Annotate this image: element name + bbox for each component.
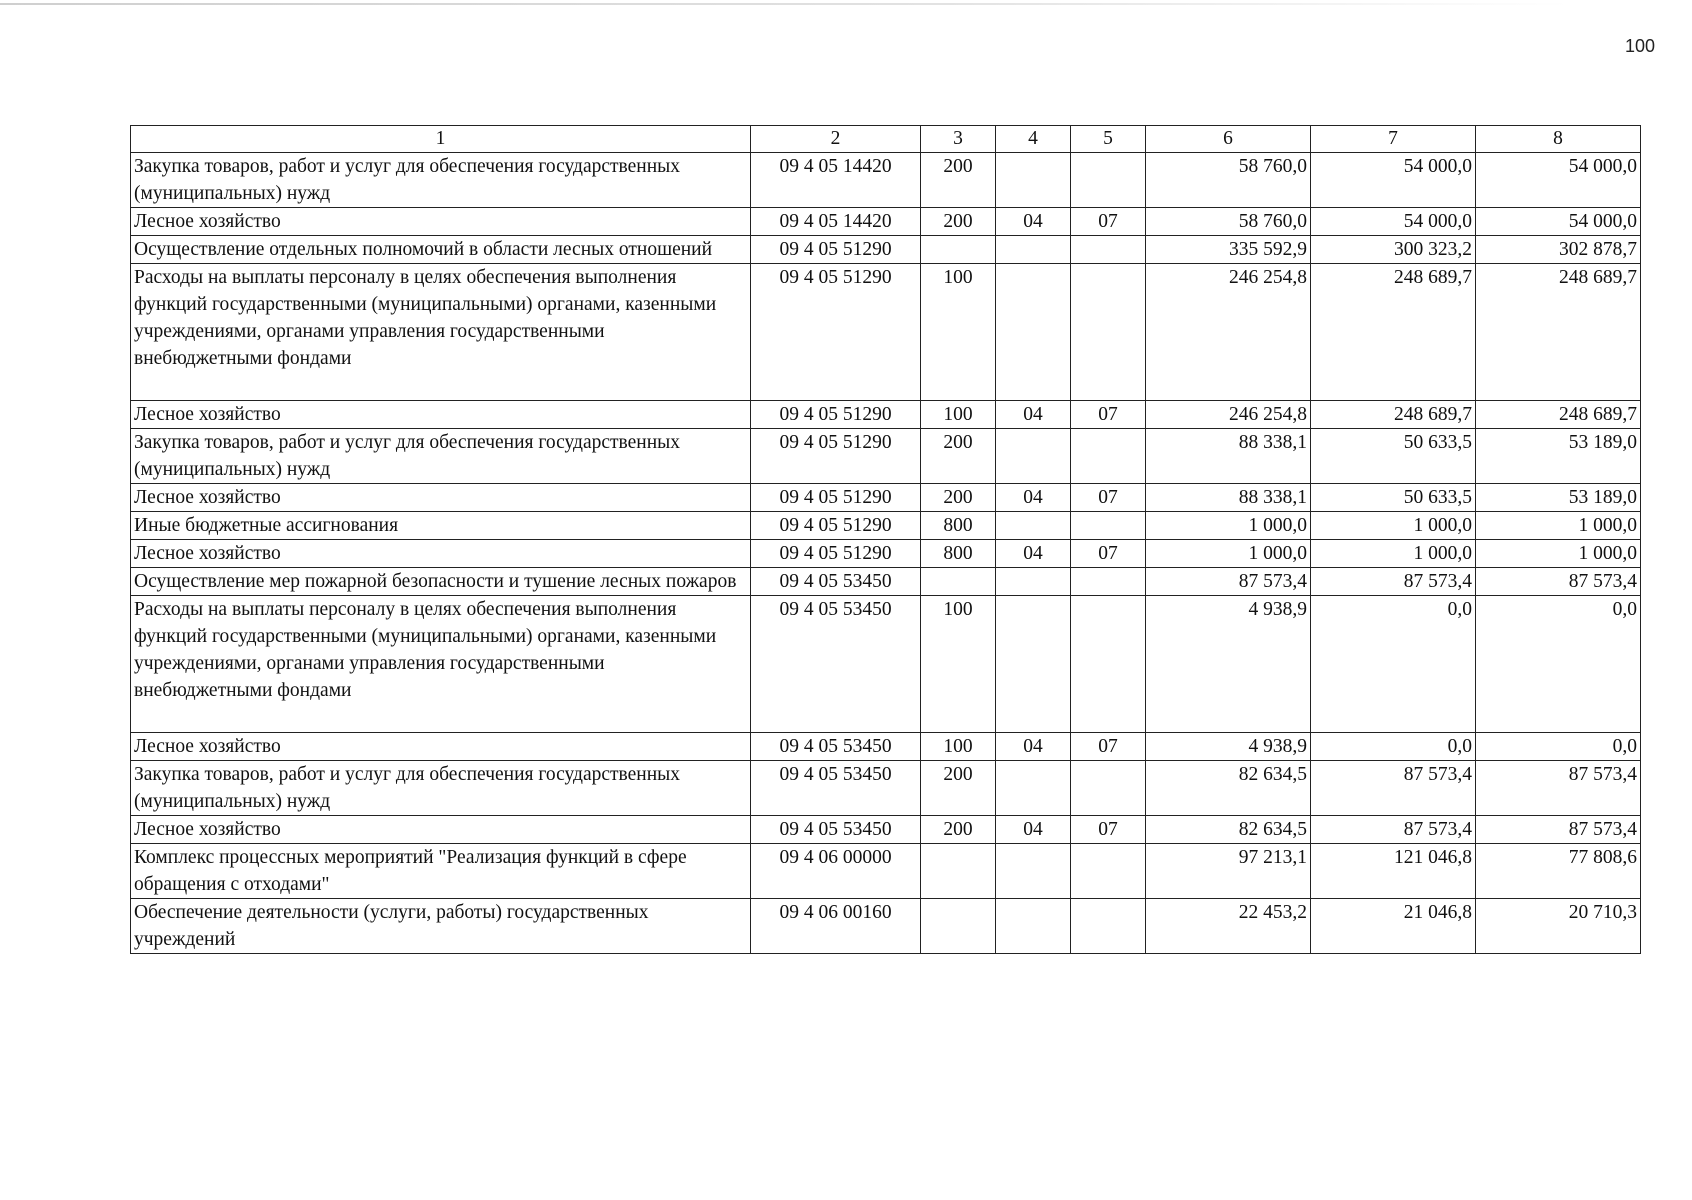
amount-col-6: 88 338,1 — [1146, 484, 1311, 512]
row-name: Закупка товаров, работ и услуг для обеспечения государственных (муниципальных) нужд — [131, 761, 751, 816]
amount-col-7: 0,0 — [1311, 733, 1476, 761]
table-row — [131, 899, 1641, 954]
subsection — [1071, 596, 1146, 733]
amount-col-6: 1 000,0 — [1146, 540, 1311, 568]
section — [996, 568, 1071, 596]
column-header: 5 — [1071, 126, 1146, 153]
amount-col-6: 4 938,9 — [1146, 733, 1311, 761]
row-name: Закупка товаров, работ и услуг для обеспечения государственных (муниципальных) нужд — [131, 153, 751, 208]
amount-col-8: 248 689,7 — [1476, 264, 1641, 401]
budget-table — [130, 125, 1641, 954]
section — [996, 264, 1071, 401]
section — [996, 761, 1071, 816]
target-code: 09 4 05 51290 — [751, 512, 921, 540]
amount-col-8: 1 000,0 — [1476, 512, 1641, 540]
expense-type — [921, 236, 996, 264]
amount-col-8: 53 189,0 — [1476, 429, 1641, 484]
column-header: 8 — [1476, 126, 1641, 153]
amount-col-8: 87 573,4 — [1476, 568, 1641, 596]
row-name: Обеспечение деятельности (услуги, работы) государственных учреждений — [131, 899, 751, 954]
amount-col-6: 246 254,8 — [1146, 264, 1311, 401]
table-row — [131, 208, 1641, 236]
amount-col-8: 0,0 — [1476, 596, 1641, 733]
subsection: 07 — [1071, 484, 1146, 512]
row-name: Лесное хозяйство — [131, 540, 751, 568]
target-code: 09 4 05 53450 — [751, 816, 921, 844]
expense-type — [921, 568, 996, 596]
subsection — [1071, 568, 1146, 596]
amount-col-7: 87 573,4 — [1311, 816, 1476, 844]
header-row — [131, 126, 1641, 153]
row-name: Осуществление мер пожарной безопасности и тушение лесных пожаров — [131, 568, 751, 596]
expense-type — [921, 899, 996, 954]
row-name: Лесное хозяйство — [131, 401, 751, 429]
subsection: 07 — [1071, 208, 1146, 236]
column-header: 3 — [921, 126, 996, 153]
table-row — [131, 484, 1641, 512]
section — [996, 899, 1071, 954]
subsection: 07 — [1071, 540, 1146, 568]
target-code: 09 4 05 51290 — [751, 484, 921, 512]
amount-col-7: 87 573,4 — [1311, 568, 1476, 596]
amount-col-7: 21 046,8 — [1311, 899, 1476, 954]
section: 04 — [996, 401, 1071, 429]
table-row — [131, 568, 1641, 596]
subsection — [1071, 236, 1146, 264]
amount-col-8: 0,0 — [1476, 733, 1641, 761]
amount-col-7: 0,0 — [1311, 596, 1476, 733]
expense-type: 200 — [921, 429, 996, 484]
amount-col-8: 1 000,0 — [1476, 540, 1641, 568]
table-row — [131, 264, 1641, 401]
amount-col-6: 88 338,1 — [1146, 429, 1311, 484]
target-code: 09 4 05 51290 — [751, 401, 921, 429]
subsection — [1071, 429, 1146, 484]
table-row — [131, 429, 1641, 484]
section — [996, 844, 1071, 899]
subsection — [1071, 264, 1146, 401]
expense-type: 100 — [921, 596, 996, 733]
row-name: Закупка товаров, работ и услуг для обеспечения государственных (муниципальных) нужд — [131, 429, 751, 484]
target-code: 09 4 06 00000 — [751, 844, 921, 899]
amount-col-8: 54 000,0 — [1476, 153, 1641, 208]
amount-col-6: 1 000,0 — [1146, 512, 1311, 540]
subsection: 07 — [1071, 816, 1146, 844]
amount-col-6: 246 254,8 — [1146, 401, 1311, 429]
expense-type: 100 — [921, 733, 996, 761]
scan-edge-line — [0, 3, 1570, 5]
section — [996, 512, 1071, 540]
table-row — [131, 844, 1641, 899]
amount-col-8: 20 710,3 — [1476, 899, 1641, 954]
target-code: 09 4 05 53450 — [751, 733, 921, 761]
amount-col-7: 87 573,4 — [1311, 761, 1476, 816]
amount-col-6: 335 592,9 — [1146, 236, 1311, 264]
table-body — [131, 153, 1641, 954]
target-code: 09 4 05 14420 — [751, 153, 921, 208]
amount-col-6: 82 634,5 — [1146, 761, 1311, 816]
expense-type: 200 — [921, 208, 996, 236]
amount-col-7: 248 689,7 — [1311, 401, 1476, 429]
row-name: Иные бюджетные ассигнования — [131, 512, 751, 540]
section: 04 — [996, 816, 1071, 844]
section — [996, 153, 1071, 208]
amount-col-7: 50 633,5 — [1311, 429, 1476, 484]
amount-col-8: 53 189,0 — [1476, 484, 1641, 512]
table-row — [131, 540, 1641, 568]
amount-col-6: 97 213,1 — [1146, 844, 1311, 899]
target-code: 09 4 05 51290 — [751, 540, 921, 568]
row-name: Комплекс процессных мероприятий "Реализация функций в сфере обращения с отходами" — [131, 844, 751, 899]
target-code: 09 4 06 00160 — [751, 899, 921, 954]
section: 04 — [996, 208, 1071, 236]
column-header: 7 — [1311, 126, 1476, 153]
subsection — [1071, 844, 1146, 899]
amount-col-7: 54 000,0 — [1311, 208, 1476, 236]
section — [996, 429, 1071, 484]
subsection — [1071, 761, 1146, 816]
amount-col-7: 1 000,0 — [1311, 540, 1476, 568]
row-name: Лесное хозяйство — [131, 733, 751, 761]
expense-type: 100 — [921, 401, 996, 429]
subsection — [1071, 153, 1146, 208]
target-code: 09 4 05 53450 — [751, 568, 921, 596]
section: 04 — [996, 484, 1071, 512]
amount-col-8: 77 808,6 — [1476, 844, 1641, 899]
amount-col-7: 54 000,0 — [1311, 153, 1476, 208]
amount-col-7: 300 323,2 — [1311, 236, 1476, 264]
amount-col-6: 58 760,0 — [1146, 153, 1311, 208]
target-code: 09 4 05 53450 — [751, 596, 921, 733]
target-code: 09 4 05 51290 — [751, 236, 921, 264]
expense-type: 200 — [921, 761, 996, 816]
row-name: Осуществление отдельных полномочий в области лесных отношений — [131, 236, 751, 264]
table-row — [131, 153, 1641, 208]
target-code: 09 4 05 51290 — [751, 429, 921, 484]
table-row — [131, 236, 1641, 264]
table-row — [131, 401, 1641, 429]
row-name: Лесное хозяйство — [131, 816, 751, 844]
amount-col-8: 302 878,7 — [1476, 236, 1641, 264]
amount-col-6: 22 453,2 — [1146, 899, 1311, 954]
amount-col-8: 54 000,0 — [1476, 208, 1641, 236]
amount-col-7: 248 689,7 — [1311, 264, 1476, 401]
column-header: 6 — [1146, 126, 1311, 153]
table-row — [131, 816, 1641, 844]
target-code: 09 4 05 14420 — [751, 208, 921, 236]
amount-col-6: 58 760,0 — [1146, 208, 1311, 236]
amount-col-6: 4 938,9 — [1146, 596, 1311, 733]
expense-type: 100 — [921, 264, 996, 401]
expense-type: 200 — [921, 816, 996, 844]
amount-col-8: 248 689,7 — [1476, 401, 1641, 429]
section: 04 — [996, 733, 1071, 761]
expense-type: 200 — [921, 153, 996, 208]
table-row — [131, 761, 1641, 816]
subsection: 07 — [1071, 401, 1146, 429]
target-code: 09 4 05 51290 — [751, 264, 921, 401]
amount-col-6: 87 573,4 — [1146, 568, 1311, 596]
row-name: Расходы на выплаты персоналу в целях обеспечения выполнения функций государственными (муниципальными) органами, казенными учреждениями, органами управления государственными внебюджетными фондами — [131, 596, 751, 733]
page-number: 100 — [1624, 36, 1655, 56]
subsection — [1071, 899, 1146, 954]
row-name: Лесное хозяйство — [131, 484, 751, 512]
section — [996, 236, 1071, 264]
column-header: 1 — [131, 126, 751, 153]
amount-col-8: 87 573,4 — [1476, 761, 1641, 816]
subsection: 07 — [1071, 733, 1146, 761]
expense-type — [921, 844, 996, 899]
table-row — [131, 596, 1641, 733]
amount-col-7: 121 046,8 — [1311, 844, 1476, 899]
expense-type: 800 — [921, 512, 996, 540]
amount-col-8: 87 573,4 — [1476, 816, 1641, 844]
amount-col-7: 50 633,5 — [1311, 484, 1476, 512]
section — [996, 596, 1071, 733]
amount-col-7: 1 000,0 — [1311, 512, 1476, 540]
row-name: Лесное хозяйство — [131, 208, 751, 236]
row-name: Расходы на выплаты персоналу в целях обеспечения выполнения функций государственными (муниципальными) органами, казенными учреждениями, органами управления государственными внебюджетными фондами — [131, 264, 751, 401]
table-row — [131, 512, 1641, 540]
target-code: 09 4 05 53450 — [751, 761, 921, 816]
expense-type: 200 — [921, 484, 996, 512]
column-header: 4 — [996, 126, 1071, 153]
expense-type: 800 — [921, 540, 996, 568]
amount-col-6: 82 634,5 — [1146, 816, 1311, 844]
subsection — [1071, 512, 1146, 540]
section: 04 — [996, 540, 1071, 568]
column-header: 2 — [751, 126, 921, 153]
table-row — [131, 733, 1641, 761]
